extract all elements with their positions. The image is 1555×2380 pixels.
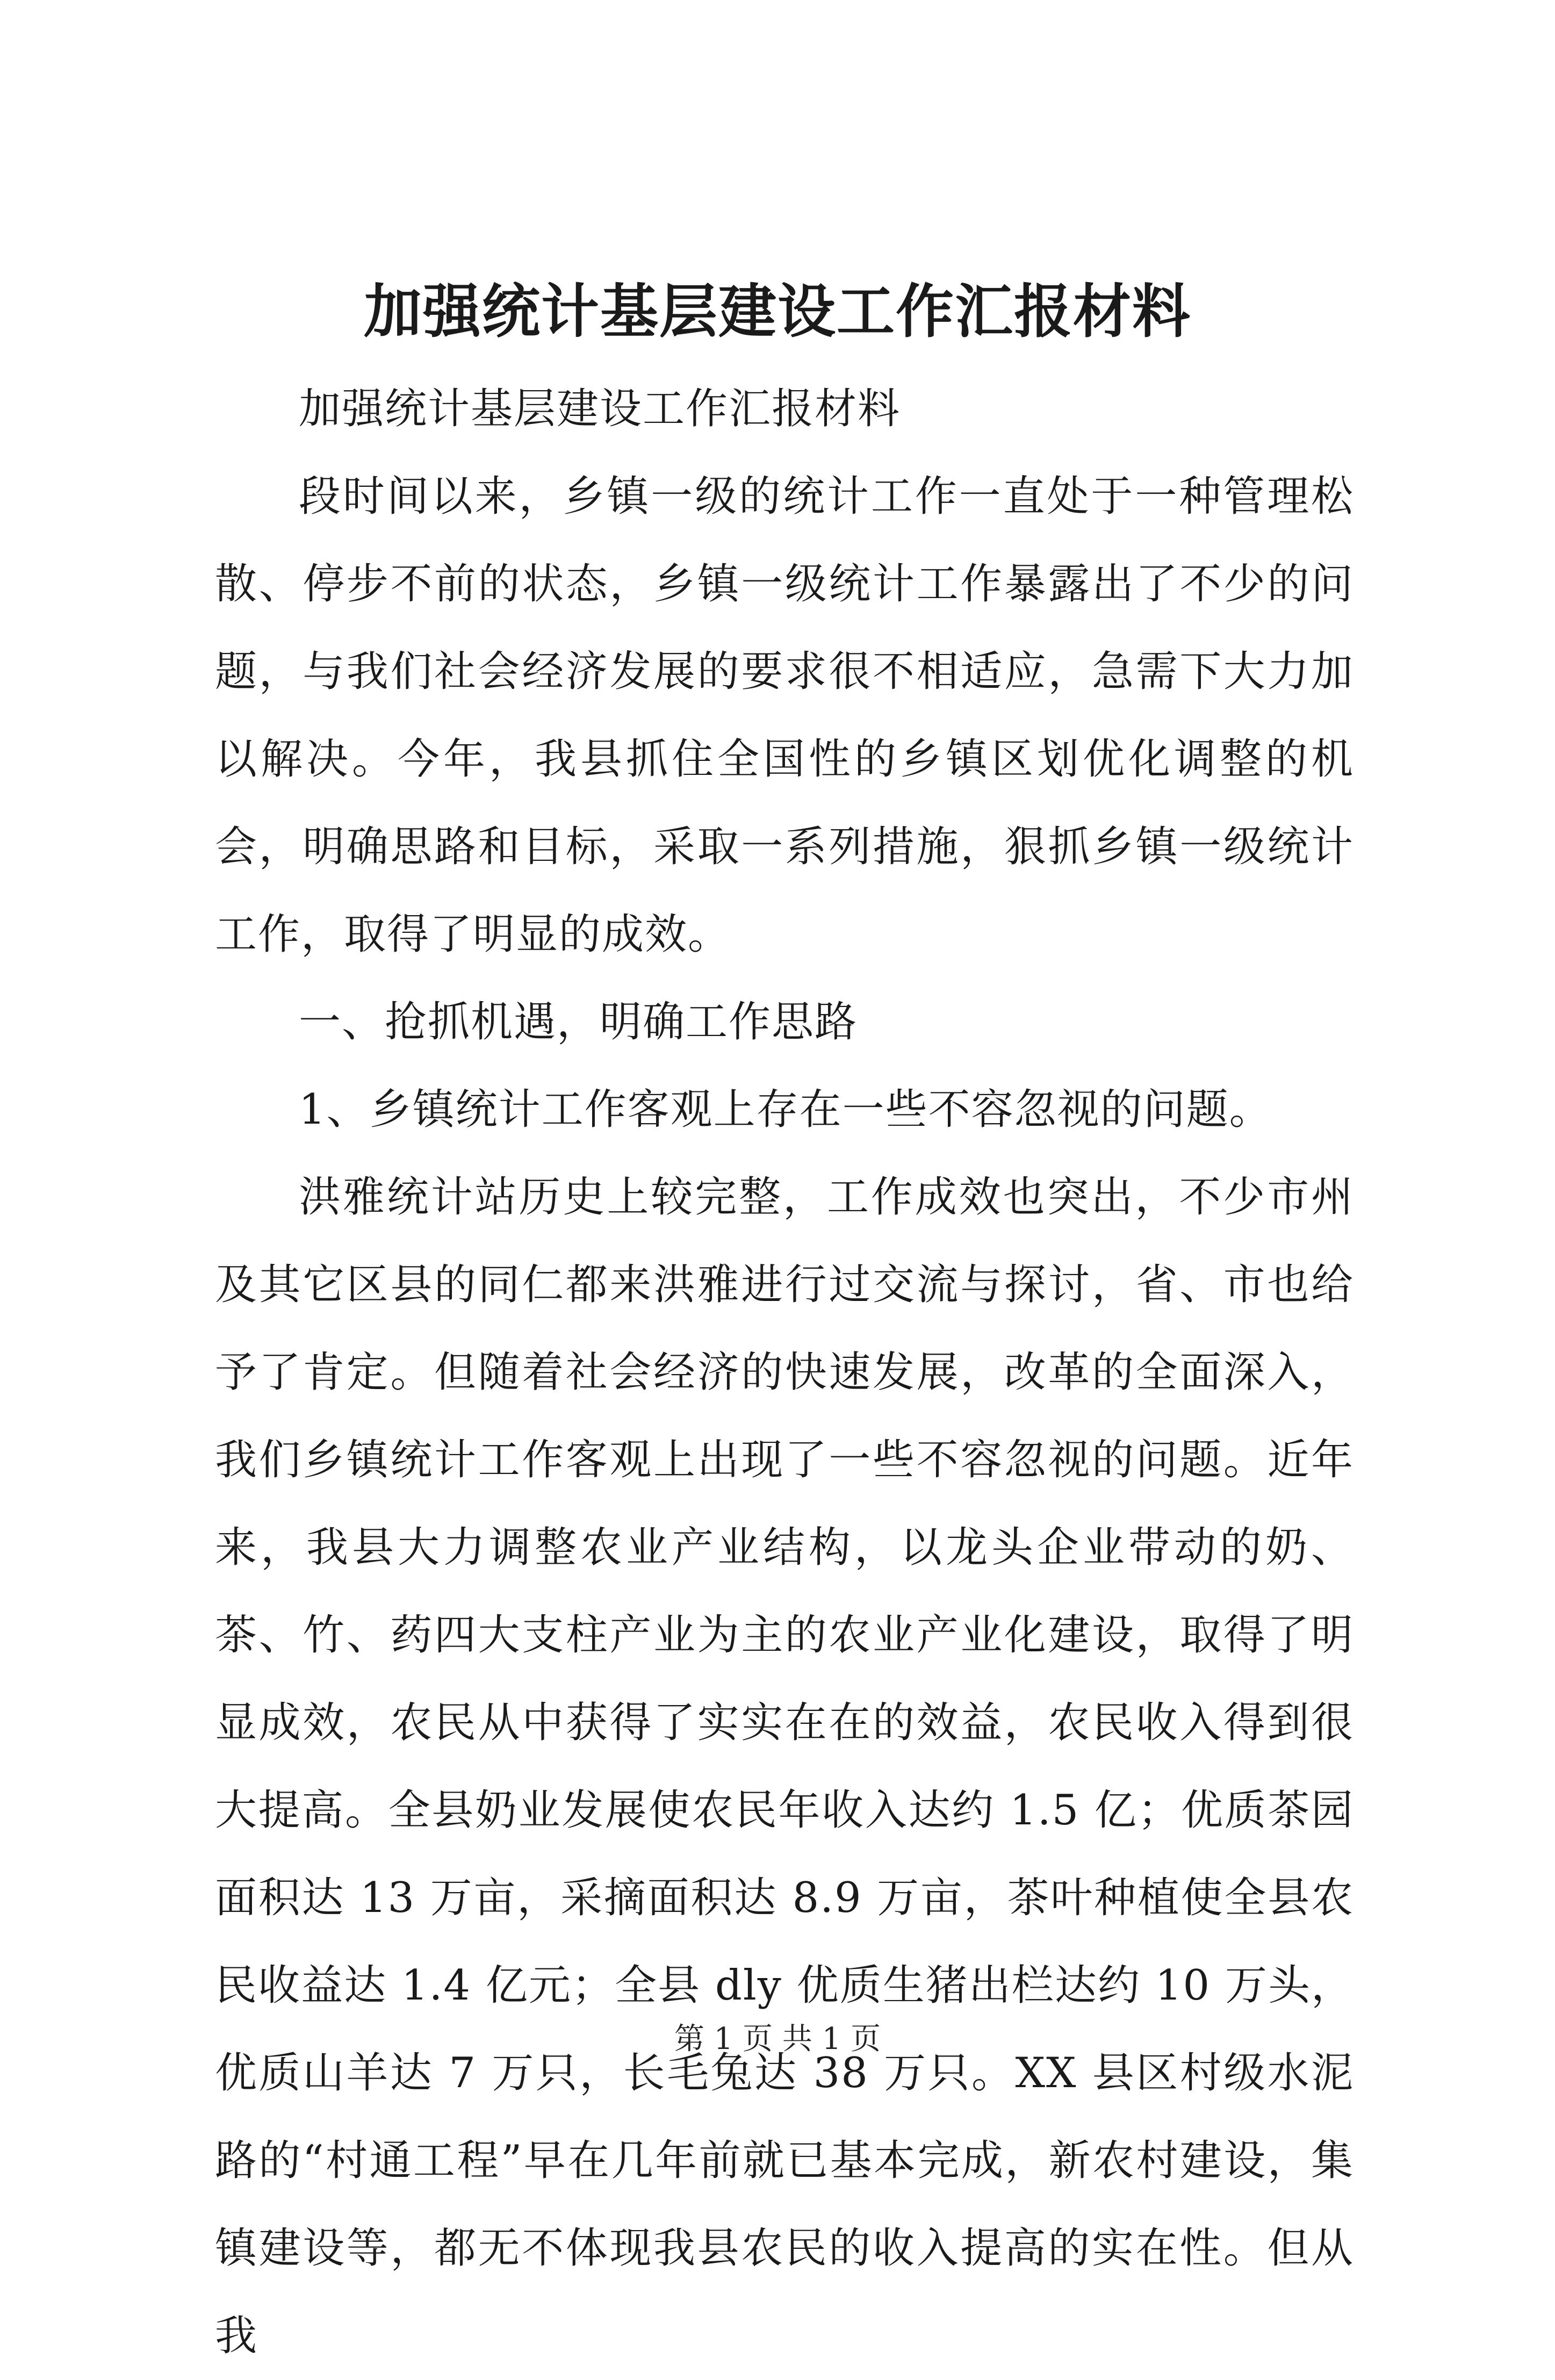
document-body bbox=[215, 365, 1354, 2380]
section-heading: 一、抢抓机遇，明确工作思路 bbox=[299, 998, 858, 1046]
paragraph-body: 洪雅统计站历史上较完整，工作成效也突出，不少市州及其它区县的同仁都来洪雅进行过交流与探讨，省、市也给予了肯定。但随着社会经济的快速发展，改革的全面深入，我们乡镇统计工作客观上出现了一些不容忽视的问题。近年来，我县大力调整农业产业结构，以龙头企业带动的奶、茶、竹、药四大支柱产业为主的农业产业化建设，取得了明显成效，农民从中获得了实实在在的效益，农民收入得到很大提高。全县奶业发展使农民年收入达约 1.5 亿；优质茶园面积达 13 万亩，采摘面积达 8.9 万亩，茶叶种植使全县农民收益达 1.4 亿元；全县 dly 优质生猪出栏达约 10 万头，优质山羊达 7 万只，长毛兔达 38 万只。XX 县区村级水泥路的“村通工程”早在几年前就已基本完成，新农村建设，集镇建设等，都无不体现我县农民的收入提高的实在性。但从我 bbox=[215, 1173, 1354, 2360]
subsection-heading: 1、乡镇统计工作客观上存在一些不容忽视的问题。 bbox=[299, 1085, 1272, 1134]
paragraph-intro: 段时间以来，乡镇一级的统计工作一直处于一种管理松散、停步不前的状态，乡镇一级统计工作暴露出了不少的问题，与我们社会经济发展的要求很不相适应，急需下大力加以解决。今年，我县抓住全国性的乡镇区划优化调整的机会，明确思路和目标，采取一系列措施，狠抓乡镇一级统计工作，取得了明显的成效。 bbox=[215, 472, 1354, 959]
page-footer: 第 1 页 共 1 页 bbox=[674, 2022, 881, 2057]
paragraph-subtitle: 加强统计基层建设工作汇报材料 bbox=[299, 385, 901, 433]
document-title: 加强统计基层建设工作汇报材料 bbox=[363, 278, 1191, 346]
